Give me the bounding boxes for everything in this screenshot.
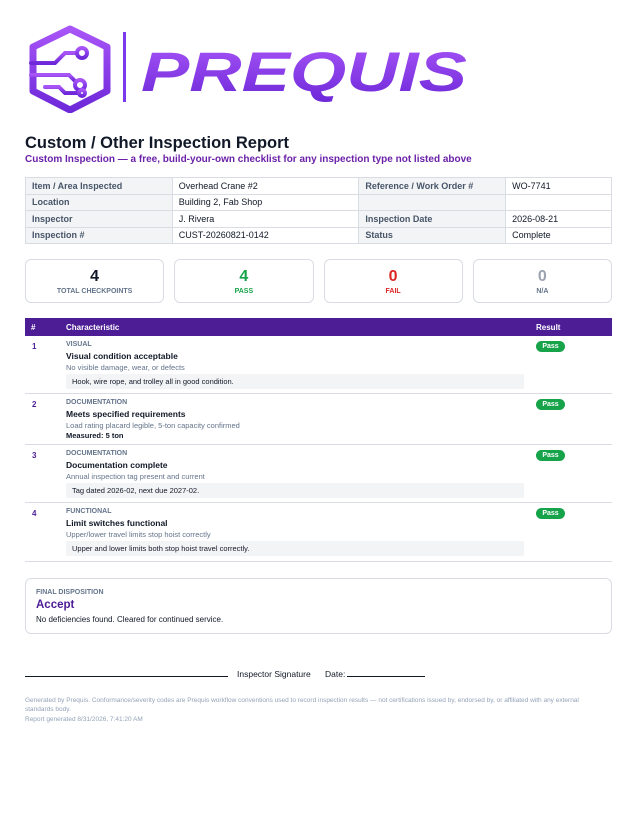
summary-stats — [25, 259, 612, 303]
info-value — [506, 194, 612, 211]
column-number: # — [31, 323, 36, 332]
footer-disclaimer: Generated by Prequis. Conformance/severity codes are Prequis workflow conventions used to record inspection results — not certifications issued by, endorsed by, or affiliated with any external standards body. — [25, 697, 579, 713]
info-label: Status — [359, 227, 506, 244]
item-name: Limit switches functional — [66, 518, 168, 528]
column-result: Result — [536, 323, 561, 332]
info-row — [26, 211, 612, 228]
info-label: Inspection # — [26, 227, 173, 244]
info-label — [359, 194, 506, 211]
prequis-logo — [25, 25, 475, 113]
item-description: No visible damage, wear, or defects — [66, 363, 185, 372]
item-category: VISUAL — [66, 341, 92, 348]
date-line — [347, 676, 425, 677]
date-label: Date: — [325, 669, 346, 679]
item-number: 1 — [32, 342, 37, 351]
info-row — [26, 178, 612, 195]
item-category: FUNCTIONAL — [66, 508, 112, 515]
info-value: Building 2, Fab Shop — [172, 194, 359, 211]
report-generated-timestamp: Report generated 8/31/2026, 7:41:20 AM — [25, 716, 143, 723]
result-badge: Pass — [536, 508, 565, 519]
disposition-value: Accept — [36, 599, 75, 611]
page-subtitle: Custom Inspection — a free, build-your-own checklist for any inspection type not listed above — [25, 154, 472, 165]
item-number: 2 — [32, 400, 37, 409]
stat-pass — [174, 259, 313, 303]
item-note: Tag dated 2026-02, next due 2027-02. — [66, 483, 524, 498]
inspection-info-table — [25, 177, 612, 244]
item-description: Annual inspection tag present and current — [66, 472, 205, 481]
item-note: Hook, wire rope, and trolley all in good condition. — [66, 374, 524, 389]
item-name: Visual condition acceptable — [66, 351, 178, 361]
stat-label: FAIL — [385, 288, 401, 295]
item-measurement: Measured: 5 ton — [66, 431, 124, 440]
info-label: Inspection Date — [359, 211, 506, 228]
stat-value: 0 — [537, 268, 547, 285]
checklist-item — [25, 503, 612, 562]
page-title: Custom / Other Inspection Report — [25, 134, 290, 152]
item-description: Load rating placard legible, 5-ton capacity confirmed — [66, 421, 240, 430]
column-characteristic: Characteristic — [66, 323, 120, 332]
checklist-item — [25, 336, 612, 394]
final-disposition — [25, 578, 612, 634]
stat-label: TOTAL CHECKPOINTS — [56, 288, 133, 295]
signature-line — [25, 676, 228, 677]
info-value: CUST-20260821-0142 — [172, 227, 359, 244]
stat-na — [473, 259, 612, 303]
item-number: 4 — [32, 509, 37, 518]
stat-value: 4 — [239, 268, 249, 285]
stat-value: 4 — [90, 268, 100, 285]
result-badge: Pass — [536, 399, 565, 410]
result-badge: Pass — [536, 450, 565, 461]
stat-value: 0 — [388, 268, 398, 285]
circuit-hexagon-icon — [31, 29, 107, 110]
item-category: DOCUMENTATION — [66, 450, 128, 457]
signature-label: Inspector Signature — [237, 669, 311, 679]
info-value: J. Rivera — [172, 211, 359, 228]
info-label: Reference / Work Order # — [359, 178, 506, 195]
stat-total-checkpoints — [25, 259, 164, 303]
info-value: Complete — [506, 227, 612, 244]
item-number: 3 — [32, 451, 37, 460]
stat-label: N/A — [536, 288, 549, 295]
stat-fail — [324, 259, 463, 303]
info-label: Location — [26, 194, 173, 211]
item-note: Upper and lower limits both stop hoist travel correctly. — [66, 541, 524, 556]
info-label: Inspector — [26, 211, 173, 228]
info-value: WO-7741 — [506, 178, 612, 195]
item-description: Upper/lower travel limits stop hoist correctly — [66, 530, 211, 539]
checklist-header — [25, 318, 612, 336]
checklist-item — [25, 445, 612, 503]
info-value: 2026-08-21 — [506, 211, 612, 228]
stat-label: PASS — [234, 288, 254, 295]
info-row — [26, 194, 612, 211]
result-badge: Pass — [536, 341, 565, 352]
info-row — [26, 227, 612, 244]
item-name: Meets specified requirements — [66, 409, 186, 419]
disposition-label: FINAL DISPOSITION — [36, 589, 104, 596]
item-name: Documentation complete — [66, 460, 168, 470]
item-category: DOCUMENTATION — [66, 399, 128, 406]
info-label: Item / Area Inspected — [26, 178, 173, 195]
checklist-item — [25, 394, 612, 445]
brand-wordmark: PREQUIS — [141, 40, 467, 103]
info-value: Overhead Crane #2 — [172, 178, 359, 195]
disposition-note: No deficiencies found. Cleared for continued service. — [36, 615, 224, 624]
